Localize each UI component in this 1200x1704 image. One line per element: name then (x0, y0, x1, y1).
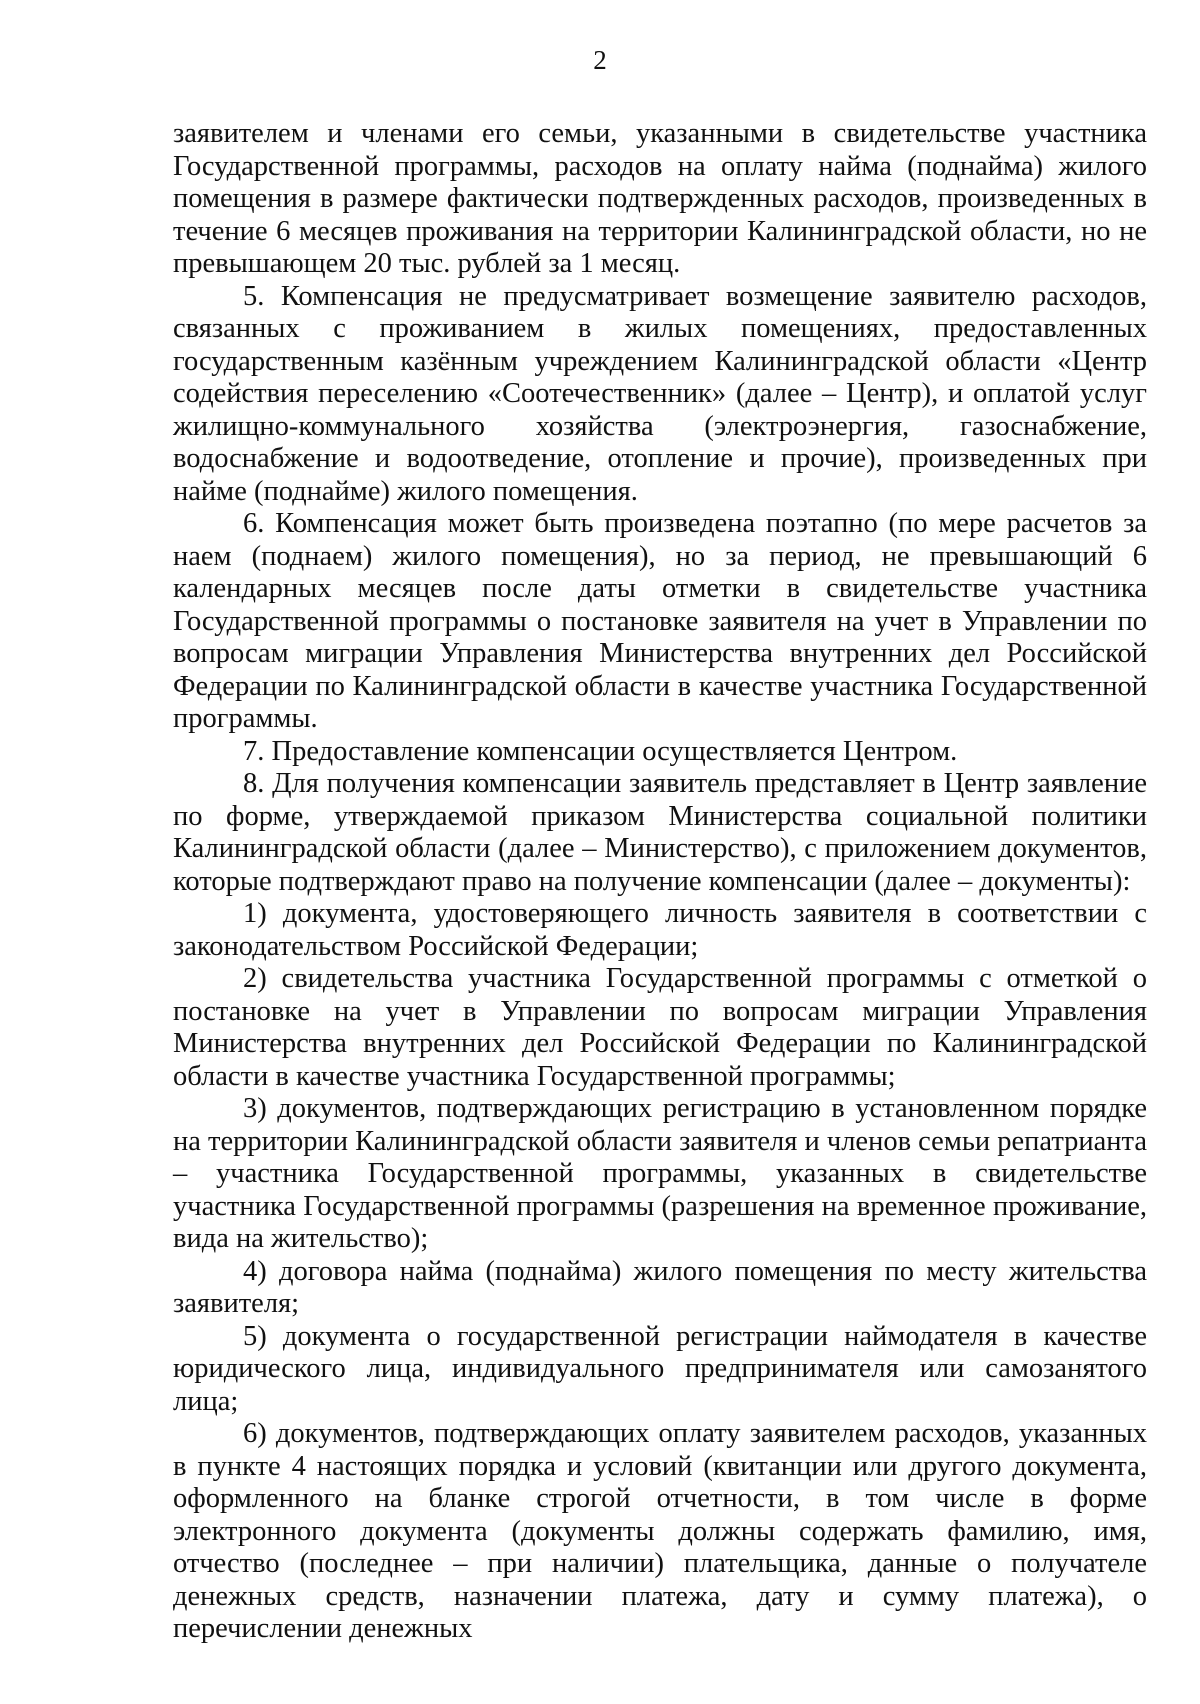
page-number: 2 (593, 45, 607, 75)
paragraph-item-5: 5. Компенсация не предусматривает возмещение заявителю расходов, связанных с проживанием в жилых помещениях, предоставленных государственным казённым учреждением Калининградской области «Центр содействия переселению «Соотечественник» (далее – Центр), и оплатой услуг жилищно-коммунального хозяйства (электроэнергия, газоснабжение, водоснабжение и водоотведение, отопление и прочие), произведенных при найме (поднайме) жилого помещения. (173, 280, 1147, 507)
list-item-2: 2) свидетельства участника Государственной программы с отметкой о постановке на учет в Управлении по вопросам миграции Управления Министерства внутренних дел Российской Федерации по Калининградской области в качестве участника Государственной программы; (173, 963, 1147, 1092)
list-item-3: 3) документов, подтверждающих регистрацию в установленном порядке на территории Калининградской области заявителя и членов семьи репатрианта – участника Государственной программы, указанных в свидетельстве участника Государственной программы (разрешения на временное проживание, вида на жительство); (173, 1093, 1147, 1254)
list-item-6: 6) документов, подтверждающих оплату заявителем расходов, указанных в пункте 4 настоящих порядка и условий (квитанции или другого документа, оформленного на бланке строгой отчетности, в том числе в форме электронного документа (документы должны содержать фамилию, имя, отчество (последнее – при наличии) плательщика, данные о получателе денежных средств, назначении платежа, дату и сумму платежа), о перечислении денежных (173, 1418, 1147, 1644)
list-item-5: 5) документа о государственной регистрации наймодателя в качестве юридического лица, индивидуального предпринимателя или самозанятого лица; (173, 1320, 1147, 1417)
document-body (173, 118, 1147, 1646)
list-item-1: 1) документа, удостоверяющего личность заявителя в соответствии с законодательством Российской Федерации; (173, 898, 1147, 962)
paragraph-continuation: заявителем и членами его семьи, указанными в свидетельстве участника Государственной программы, расходов на оплату найма (поднайма) жилого помещения в размере фактически подтвержденных расходов, произведенных в течение 6 месяцев проживания на территории Калининградской области, но не превышающем 20 тыс. рублей за 1 месяц. (173, 118, 1147, 279)
paragraph-item-8: 8. Для получения компенсации заявитель представляет в Центр заявление по форме, утверждаемой приказом Министерства социальной политики Калининградской области (далее – Министерство), с приложением документов, которые подтверждают право на получение компенсации (далее – документы): (173, 768, 1147, 897)
list-item-4: 4) договора найма (поднайма) жилого помещения по месту жительства заявителя; (173, 1255, 1147, 1319)
paragraph-item-7: 7. Предоставление компенсации осуществляется Центром. (243, 735, 958, 767)
paragraph-item-6: 6. Компенсация может быть произведена поэтапно (по мере расчетов за наем (поднаем) жилого помещения), но за период, не превышающий 6 календарных месяцев после даты отметки в свидетельстве участника Государственной программы о постановке заявителя на учет в Управлении по вопросам миграции Управления Министерства внутренних дел Российской Федерации по Калининградской области в качестве участника Государственной программы. (173, 508, 1147, 734)
